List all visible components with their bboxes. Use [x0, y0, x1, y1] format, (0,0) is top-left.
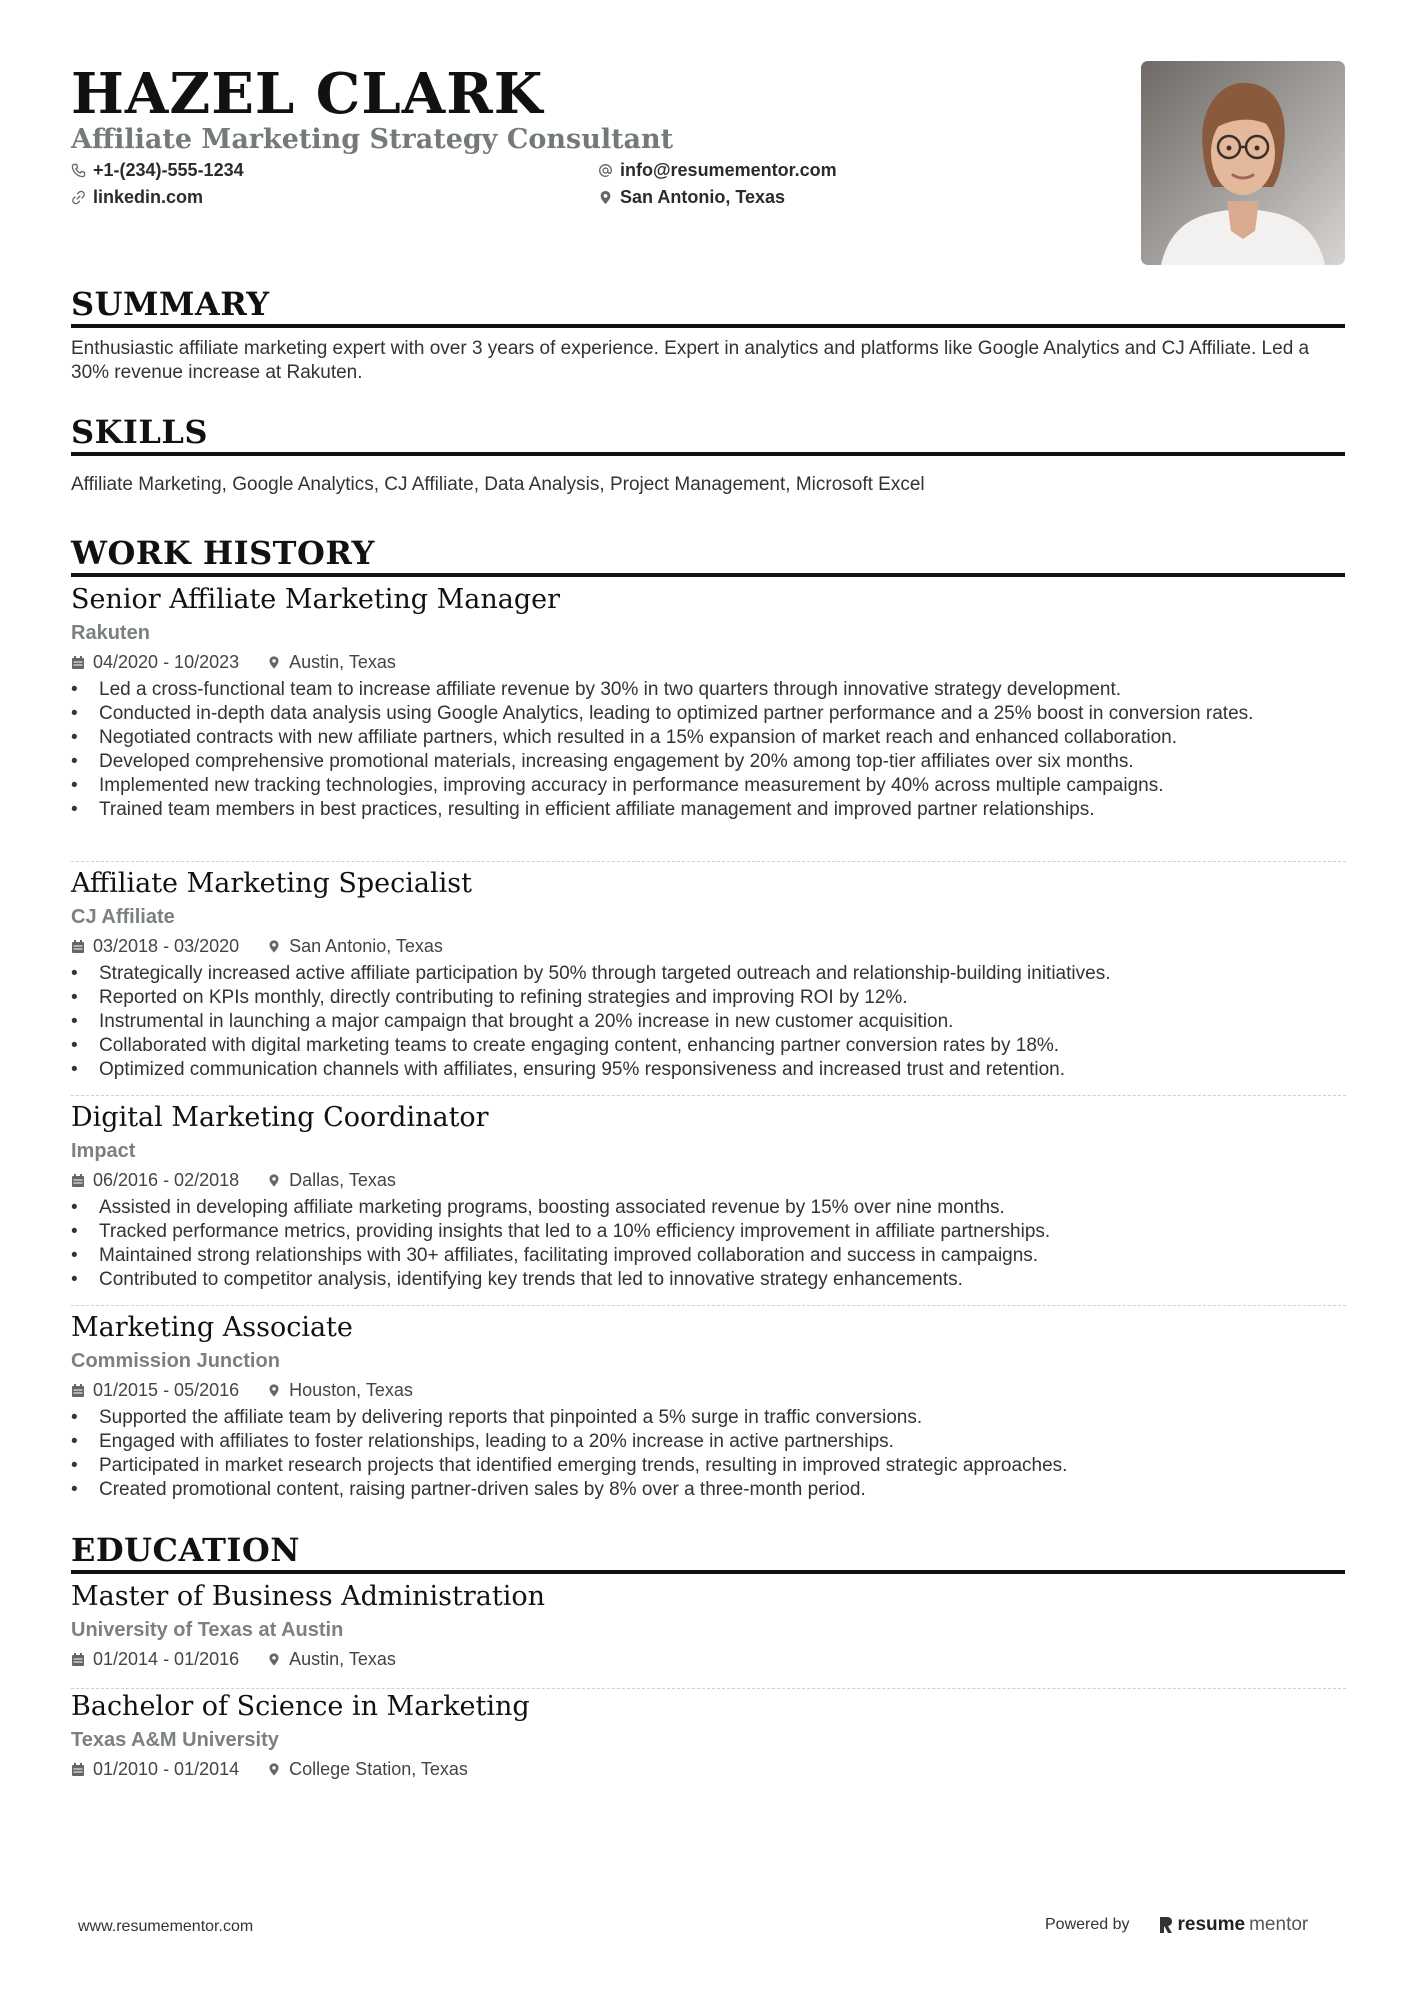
job-entry — [71, 1310, 1346, 1502]
phone-icon — [71, 163, 86, 178]
education-meta — [71, 1647, 1346, 1671]
entry-divider — [71, 861, 1346, 862]
job-bullet: • Maintained strong relationships with 30+ affiliates, facilitating improved collaboration and success in campaigns. — [71, 1244, 1346, 1268]
linkedin-contact[interactable] — [71, 185, 203, 209]
calendar-icon — [71, 1762, 85, 1777]
education-degree: Bachelor of Science in Marketing — [71, 1691, 530, 1722]
job-bullet: • Conducted in-depth data analysis using Google Analytics, leading to optimized partner performance and a 25% boost in conversion rates. — [71, 702, 1346, 726]
candidate-title: Affiliate Marketing Strategy Consultant — [71, 124, 674, 155]
job-dates: 06/2016 - 02/2018 — [93, 1170, 240, 1190]
resumementor-logo-icon — [1158, 1915, 1174, 1935]
job-entry — [71, 1100, 1346, 1292]
job-bullet: • Created promotional content, raising partner-driven sales by 8% over a three-month period. — [71, 1478, 1346, 1502]
at-icon — [598, 163, 613, 178]
calendar-icon — [71, 1173, 85, 1188]
education-entry — [71, 1689, 1346, 1781]
calendar-icon — [71, 1652, 85, 1667]
education-meta — [71, 1757, 1346, 1781]
footer-website-link[interactable]: www.resumementor.com — [78, 1918, 254, 1935]
job-company: CJ Affiliate — [71, 906, 175, 928]
location-text: San Antonio, Texas — [620, 187, 786, 207]
brand-name-bold: resume — [1177, 1914, 1246, 1935]
job-bullet: • Optimized communication channels with affiliates, ensuring 95% responsiveness and increased trust and retention. — [71, 1058, 1346, 1082]
map-pin-icon — [267, 1652, 281, 1667]
job-bullet: • Contributed to competitor analysis, identifying key trends that led to innovative strategy enhancements. — [71, 1268, 1346, 1292]
link-icon — [71, 190, 86, 205]
job-bullets — [71, 962, 1346, 1082]
job-company: Commission Junction — [71, 1350, 280, 1372]
education-location: Austin, Texas — [289, 1649, 396, 1669]
job-bullets — [71, 1406, 1346, 1502]
job-location: San Antonio, Texas — [289, 936, 443, 956]
powered-by-label: Powered by — [1045, 1916, 1130, 1933]
job-entry — [71, 866, 1346, 1082]
footer-powered-by — [1045, 1914, 1308, 1936]
job-bullet: • Supported the affiliate team by delivering reports that pinpointed a 5% surge in traffic conversions. — [71, 1406, 1346, 1430]
job-dates: 03/2018 - 03/2020 — [93, 936, 240, 956]
education-entry — [71, 1579, 1346, 1671]
job-company: Rakuten — [71, 622, 150, 644]
entry-divider — [71, 1305, 1346, 1306]
job-bullet: • Strategically increased active affiliate participation by 50% through targeted outreach and relationship-building initiatives. — [71, 962, 1346, 986]
summary-heading: SUMMARY — [71, 284, 1345, 328]
job-bullet: • Implemented new tracking technologies, improving accuracy in performance measurement by 40% across multiple campaigns. — [71, 774, 1346, 798]
job-location: Houston, Texas — [289, 1380, 413, 1400]
job-meta — [71, 934, 1346, 958]
skills-text: Affiliate Marketing, Google Analytics, CJ Affiliate, Data Analysis, Project Management, Microsoft Excel — [71, 474, 925, 495]
job-bullet: • Engaged with affiliates to foster relationships, leading to a 20% increase in active partnerships. — [71, 1430, 1346, 1454]
education-school: University of Texas at Austin — [71, 1619, 344, 1641]
education-dates: 01/2014 - 01/2016 — [93, 1649, 240, 1669]
job-meta — [71, 1168, 1346, 1192]
job-dates: 01/2015 - 05/2016 — [93, 1380, 240, 1400]
job-entry — [71, 582, 1346, 822]
job-role: Senior Affiliate Marketing Manager — [71, 584, 560, 615]
education-dates: 01/2010 - 01/2014 — [93, 1759, 240, 1779]
job-bullet: • Led a cross-functional team to increase affiliate revenue by 30% in two quarters through innovative strategy development. — [71, 678, 1346, 702]
map-pin-icon — [267, 655, 281, 670]
education-degree: Master of Business Administration — [71, 1581, 546, 1612]
job-meta — [71, 650, 1346, 674]
work-history-heading: WORK HISTORY — [71, 533, 1345, 577]
job-meta — [71, 1378, 1346, 1402]
map-pin-icon — [598, 190, 613, 205]
job-bullet: • Negotiated contracts with new affiliate partners, which resulted in a 15% expansion of market reach and enhanced collaboration. — [71, 726, 1346, 750]
job-bullets — [71, 1196, 1346, 1292]
brand-logo[interactable] — [1158, 1914, 1309, 1936]
job-bullet: • Tracked performance metrics, providing insights that led to a 10% efficiency improvement in affiliate partnerships. — [71, 1220, 1346, 1244]
email-text: info@resumementor.com — [620, 160, 837, 180]
job-bullet: • Assisted in developing affiliate marketing programs, boosting associated revenue by 15% over nine months. — [71, 1196, 1346, 1220]
education-heading: EDUCATION — [71, 1530, 1345, 1574]
location-contact — [598, 185, 785, 209]
candidate-name: HAZEL CLARK — [71, 61, 544, 127]
calendar-icon — [71, 1383, 85, 1398]
email-contact[interactable] — [598, 158, 837, 182]
skills-heading: SKILLS — [71, 412, 1345, 456]
job-dates: 04/2020 - 10/2023 — [93, 652, 240, 672]
brand-name-light: mentor — [1249, 1914, 1309, 1935]
entry-divider — [71, 1095, 1346, 1096]
summary-text: Enthusiastic affiliate marketing expert with over 3 years of experience. Expert in analytics and platforms like Google Analytics and CJ Affiliate. Led a 30% revenue increase at Rakuten. — [71, 338, 1310, 383]
job-bullet: • Participated in market research projects that identified emerging trends, resulting in improved strategic approaches. — [71, 1454, 1346, 1478]
job-bullet: • Developed comprehensive promotional materials, increasing engagement by 20% among top-tier affiliates over six months. — [71, 750, 1346, 774]
job-company: Impact — [71, 1140, 136, 1162]
job-bullet: • Collaborated with digital marketing teams to create engaging content, enhancing partner conversion rates by 18%. — [71, 1034, 1346, 1058]
phone-text: +1-(234)-555-1234 — [93, 160, 244, 180]
job-role: Digital Marketing Coordinator — [71, 1102, 489, 1133]
linkedin-text: linkedin.com — [93, 187, 204, 207]
job-bullets — [71, 678, 1346, 822]
job-role: Affiliate Marketing Specialist — [71, 868, 472, 899]
calendar-icon — [71, 939, 85, 954]
education-location: College Station, Texas — [289, 1759, 468, 1779]
profile-photo — [1141, 61, 1345, 265]
phone-contact[interactable] — [71, 158, 244, 182]
job-location: Austin, Texas — [289, 652, 396, 672]
job-location: Dallas, Texas — [289, 1170, 396, 1190]
calendar-icon — [71, 655, 85, 670]
map-pin-icon — [267, 1173, 281, 1188]
job-bullet: • Instrumental in launching a major campaign that brought a 20% increase in new customer acquisition. — [71, 1010, 1346, 1034]
education-school: Texas A&M University — [71, 1729, 279, 1751]
job-bullet: • Reported on KPIs monthly, directly contributing to refining strategies and improving ROI by 12%. — [71, 986, 1346, 1010]
map-pin-icon — [267, 1762, 281, 1777]
job-role: Marketing Associate — [71, 1312, 353, 1343]
job-bullet: • Trained team members in best practices, resulting in efficient affiliate management and improved partner relationships. — [71, 798, 1346, 822]
map-pin-icon — [267, 1383, 281, 1398]
map-pin-icon — [267, 939, 281, 954]
